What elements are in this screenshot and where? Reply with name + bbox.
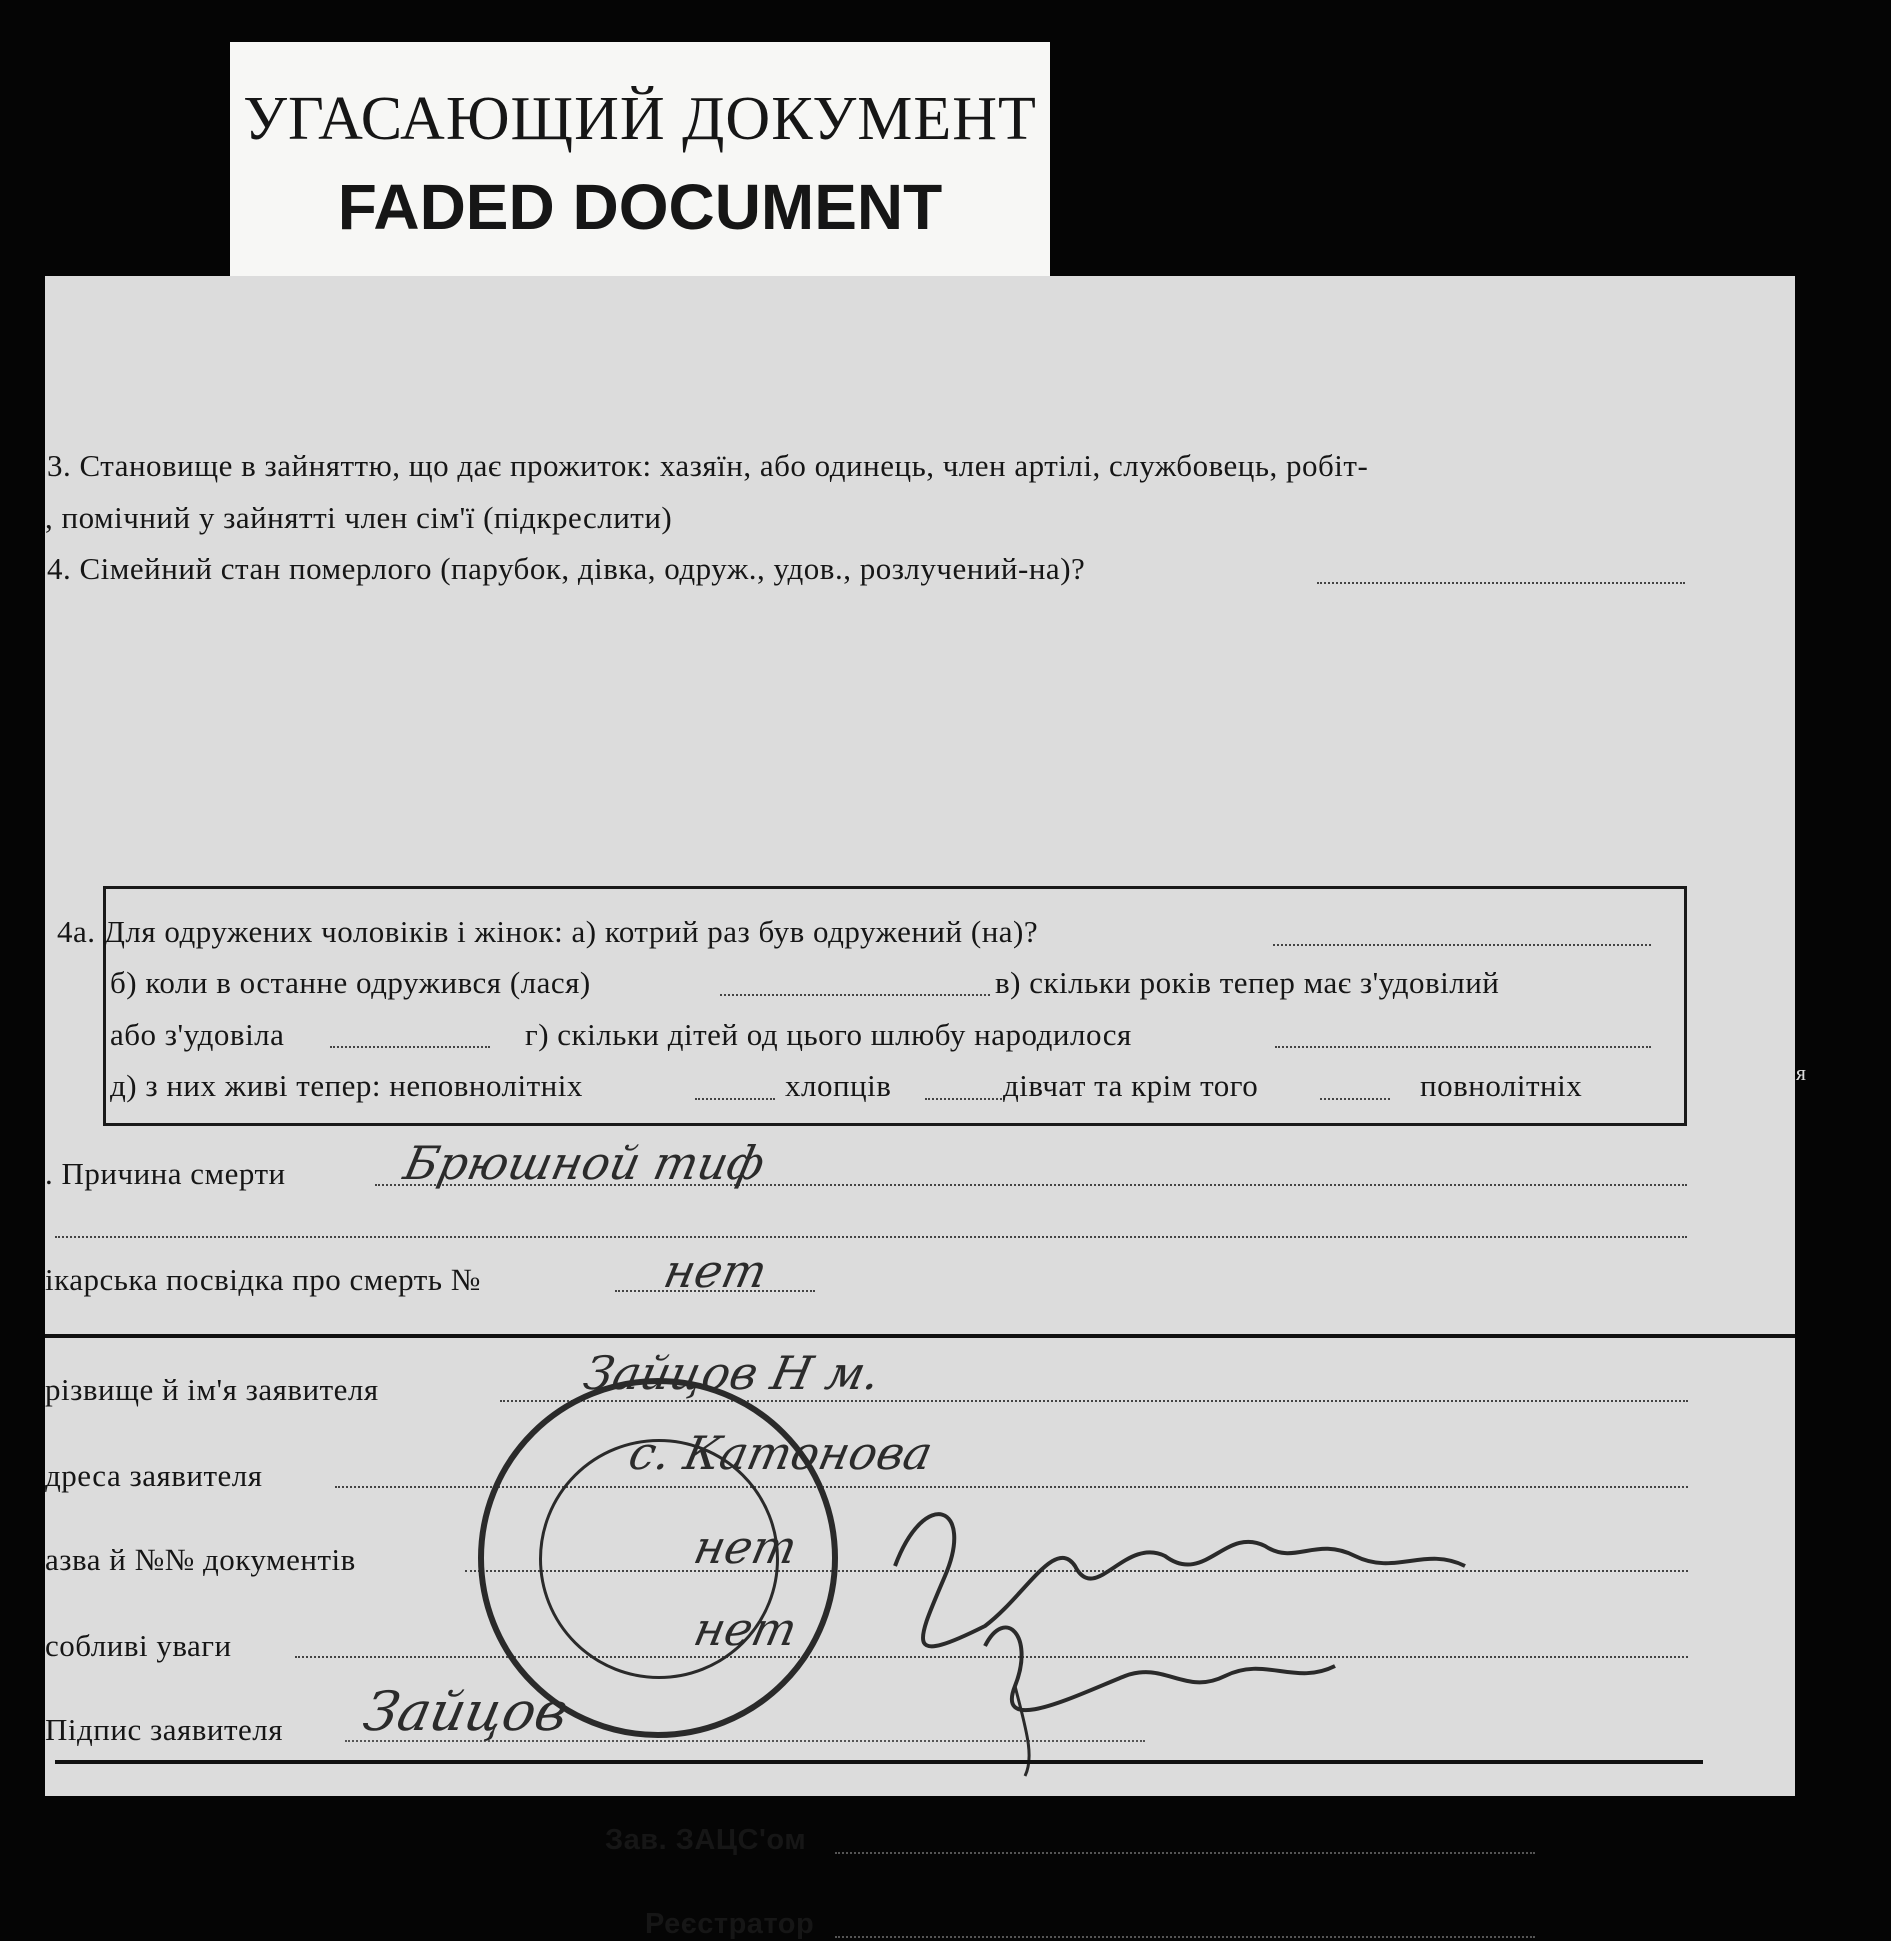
- label-russian: УГАСАЮЩИЙ ДОКУМЕНТ: [243, 85, 1037, 153]
- label-english: FADED DOCUMENT: [337, 171, 943, 243]
- question-4a-d: д) з них живі тепер: неповнолітніх: [110, 1068, 583, 1103]
- question-4a-fill-b: [720, 994, 990, 996]
- notes-handwritten: нет: [689, 1602, 802, 1656]
- official-signatures: [865, 1446, 1505, 1786]
- applicant-name-label: різвище й ім'я заявителя: [45, 1372, 379, 1407]
- applicant-address-label: дреса заявителя: [45, 1458, 263, 1493]
- registrar-line: [835, 1936, 1535, 1938]
- medical-certificate: ікарська посвідка про смерть №: [45, 1262, 481, 1297]
- question-4a-line1: 4а. Для одружених чоловіків і жінок: а) котрий раз був одружений (на)?: [57, 914, 1039, 949]
- question-4-fill-line: [1317, 582, 1685, 584]
- section-divider-bottom: [55, 1760, 1703, 1764]
- section-divider-top: [45, 1334, 1843, 1338]
- question-5-cause: . Причина смерти: [45, 1156, 286, 1191]
- documents-handwritten: нет: [689, 1520, 802, 1574]
- medical-certificate-handwritten: нет: [659, 1244, 772, 1298]
- faded-document-label: [230, 42, 1050, 282]
- question-5-fill-line-2: [55, 1236, 1687, 1238]
- question-4a-fill-d2: [925, 1098, 1005, 1100]
- question-4a-b: б) коли в останне одружився (лася): [110, 965, 591, 1000]
- question-4a-abo: або з'удовіла: [110, 1017, 285, 1052]
- question-4a-divchat: дівчат та крім того: [1003, 1068, 1259, 1103]
- head-of-registry-label: Зав. ЗАЦС'ом: [605, 1824, 807, 1856]
- documents-label: азва й №№ документів: [45, 1542, 356, 1577]
- notes-label: собливі уваги: [45, 1628, 232, 1663]
- question-4a-fill-d1: [695, 1098, 775, 1100]
- question-4a-fill-g: [1275, 1046, 1651, 1048]
- seal-inner-ring: [539, 1439, 779, 1679]
- margin-fragment: чня: [1772, 1060, 1807, 1085]
- question-4a-khloptsiv: хлопців: [785, 1068, 892, 1103]
- document-sheet: [45, 276, 1843, 1940]
- question-3-line2: , помічний у зайнятті член сім'ї (підкреслити): [45, 500, 673, 535]
- applicant-signature: Зайцов: [358, 1680, 574, 1743]
- question-4: 4. Сімейний стан померлого (парубок, дівка, одруж., удов., розлучений-на)?: [47, 551, 1086, 586]
- question-4a-fill-a: [1273, 944, 1651, 946]
- question-4a-g: г) скільки дітей од цього шлюбу народилося: [525, 1017, 1132, 1052]
- official-seal: [478, 1378, 838, 1738]
- question-4a-fill-abo: [330, 1046, 490, 1048]
- registrar-label: Реєстратор: [645, 1908, 815, 1940]
- question-4a-v: в) скільки років тепер має з'удовілий: [995, 965, 1500, 1000]
- question-4a-povnolitnikh: повнолітніх: [1420, 1068, 1583, 1103]
- head-of-registry-line: [835, 1852, 1535, 1854]
- sheet-right-edge: [1795, 276, 1843, 1796]
- applicant-name-handwritten: Зайцов Н м.: [579, 1346, 886, 1400]
- applicant-address-handwritten: с. Катонова: [624, 1426, 938, 1480]
- cause-of-death-handwritten: Брюшной тиф: [399, 1136, 770, 1190]
- applicant-signature-label: Підпис заявителя: [45, 1712, 283, 1747]
- question-4a-fill-d3: [1320, 1098, 1390, 1100]
- question-3-line1: 3. Становище в зайняттю, що дає прожиток: хазяїн, або одинець, член артілі, службовець, робіт-: [47, 448, 1369, 483]
